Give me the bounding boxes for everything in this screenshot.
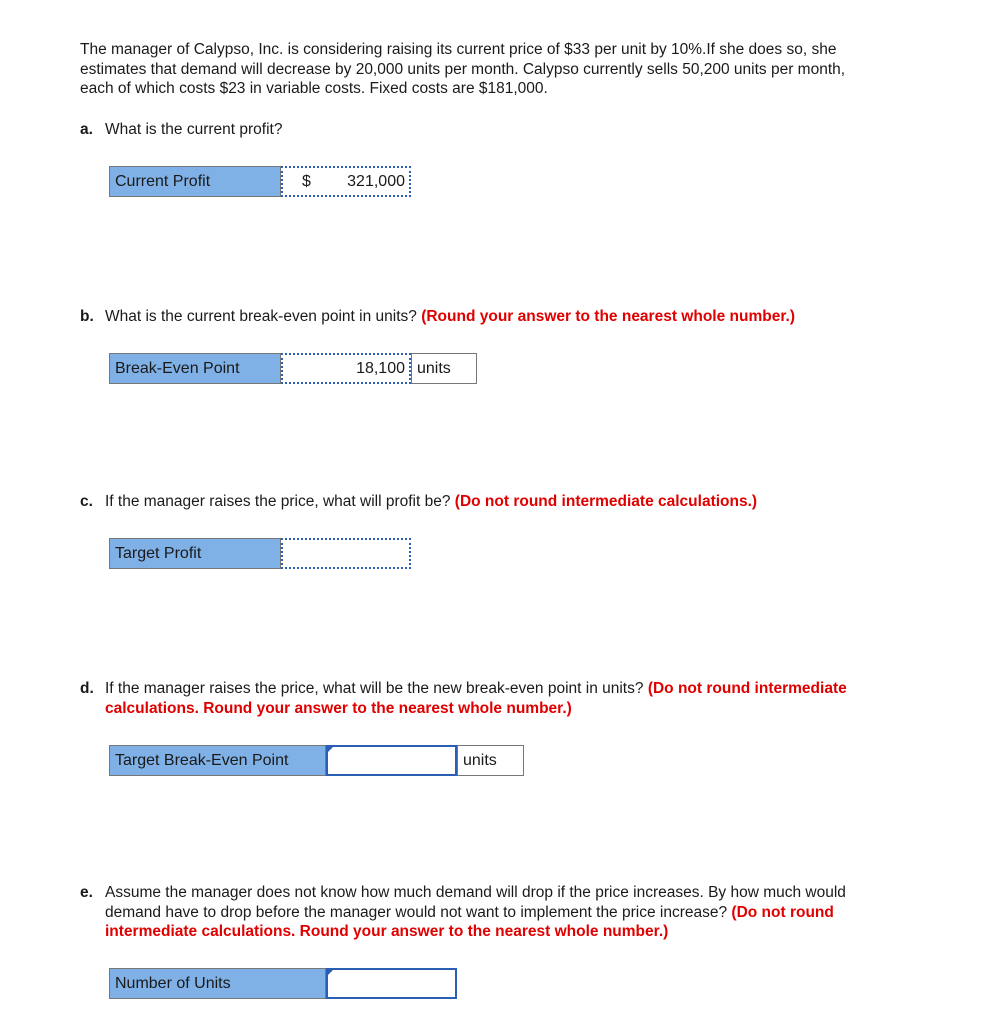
target-profit-label: Target Profit <box>109 538 281 569</box>
question-letter: b. <box>80 308 94 325</box>
question-body: If the manager raises the price, what will be the new break-even point in units? <box>105 680 644 697</box>
question-note: (Do not round intermediate calculations. Round your answer to the nearest whole number.) <box>105 680 847 717</box>
break-even-point-value: 18,100 <box>356 360 405 377</box>
current-profit-label: Current Profit <box>109 166 281 197</box>
question-e <box>80 883 880 942</box>
answer-row-target-break-even-point <box>109 745 524 776</box>
question-text <box>105 679 880 718</box>
question-note: (Do not round intermediate calculations. Round your answer to the nearest whole number.) <box>105 903 834 940</box>
question-text <box>105 883 880 942</box>
current-profit-value: 321,000 <box>347 173 405 190</box>
field-marker-icon <box>327 746 334 753</box>
question-text <box>105 307 880 327</box>
currency-symbol: $ <box>302 173 311 190</box>
question-letter: c. <box>80 493 93 510</box>
target-profit-input[interactable] <box>281 538 411 569</box>
question-text: What is the current profit? <box>105 121 283 138</box>
question-a <box>80 120 880 140</box>
problem-statement: The manager of Calypso, Inc. is considering raising its current price of $33 per unit by 10%.If she does so, she estimates that demand will decrease by 20,000 units per month. Calypso currently sells 50,200 units per month, each of which costs $23 in variable costs. Fixed costs are $181,000. <box>80 41 846 97</box>
target-break-even-point-input[interactable] <box>326 745 457 776</box>
question-b <box>80 307 880 327</box>
question-body: If the manager raises the price, what will profit be? <box>105 493 451 510</box>
answer-row-number-of-units <box>109 968 457 999</box>
question-body: What is the current break-even point in units? <box>105 308 417 325</box>
break-even-point-input[interactable] <box>281 353 411 384</box>
question-text <box>105 492 880 512</box>
answer-row-target-profit <box>109 538 411 569</box>
question-letter: a. <box>80 121 93 138</box>
break-even-point-label: Break-Even Point <box>109 353 281 384</box>
question-letter: e. <box>80 884 93 901</box>
answer-row-break-even-point <box>109 353 477 384</box>
question-letter: d. <box>80 680 94 697</box>
question-note: (Round your answer to the nearest whole number.) <box>421 308 795 325</box>
current-profit-input[interactable] <box>281 166 411 197</box>
question-body: Assume the manager does not know how much demand will drop if the price increases. By how much would demand have to drop before the manager would not want to implement the price increase? <box>105 884 846 921</box>
target-break-even-point-label: Target Break-Even Point <box>109 745 326 776</box>
number-of-units-input[interactable] <box>326 968 457 999</box>
question-d <box>80 679 880 718</box>
unit-label: units <box>411 353 477 384</box>
field-marker-icon <box>327 969 334 976</box>
number-of-units-label: Number of Units <box>109 968 326 999</box>
answer-row-current-profit <box>109 166 411 197</box>
unit-label: units <box>457 745 524 776</box>
question-note: (Do not round intermediate calculations.) <box>454 493 758 510</box>
question-c <box>80 492 880 512</box>
